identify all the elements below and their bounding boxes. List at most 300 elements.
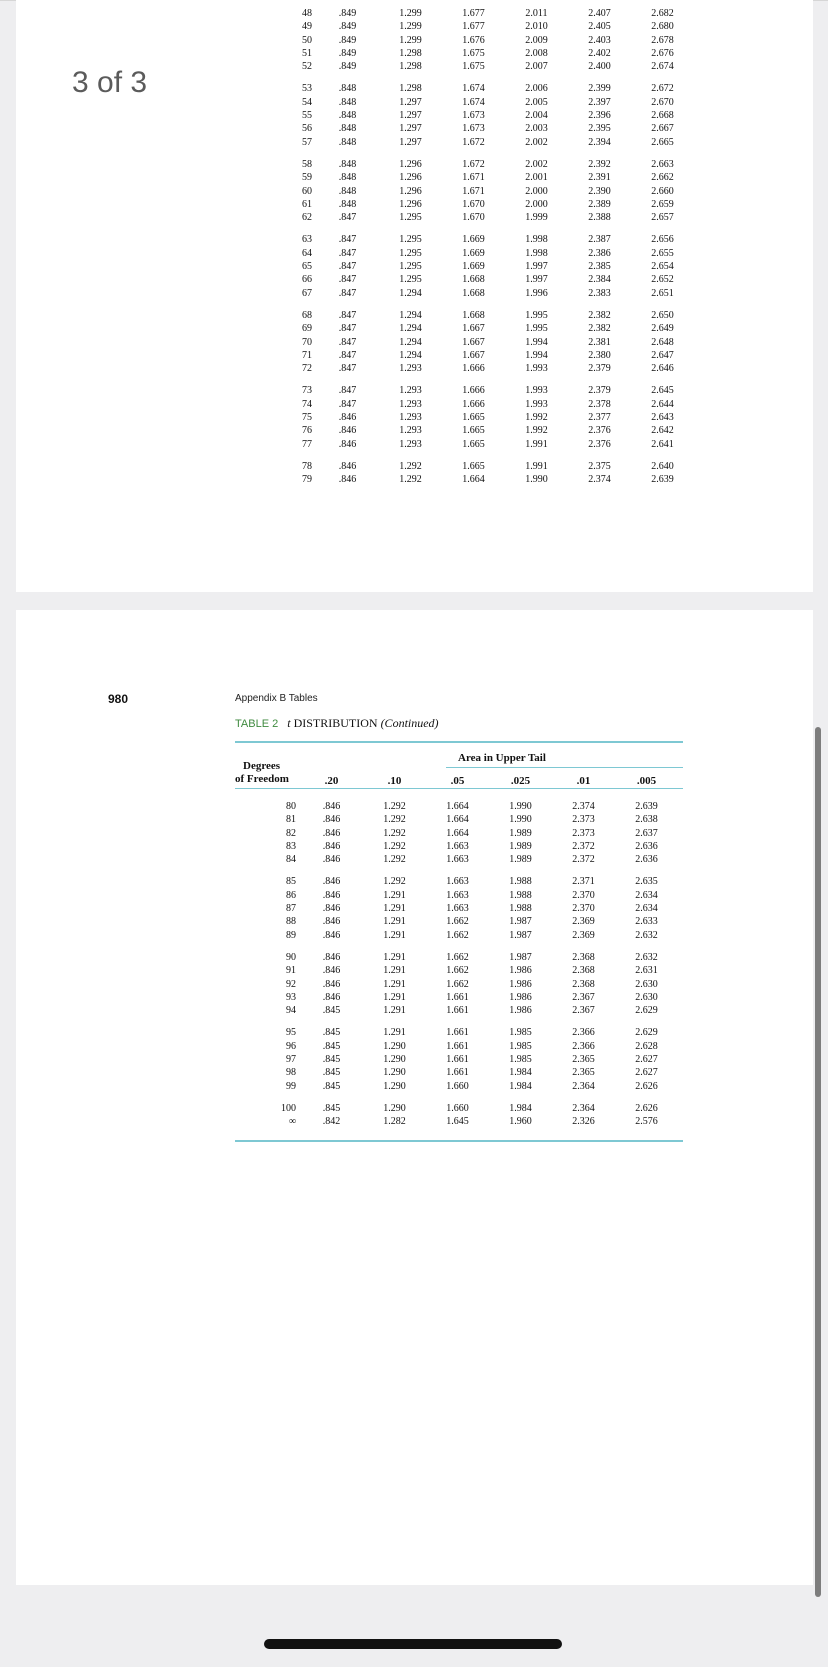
value-cell: 1.295 xyxy=(399,212,422,224)
value-cell: 1.669 xyxy=(462,261,485,273)
column-header: .025 xyxy=(510,775,531,787)
table-row xyxy=(266,411,694,424)
value-cell: .849 xyxy=(338,34,357,46)
value-cell: .847 xyxy=(338,309,357,321)
value-cell: 1.660 xyxy=(446,1080,469,1092)
value-cell: 1.295 xyxy=(399,234,422,246)
value-cell: 1.296 xyxy=(399,172,422,184)
value-cell: 2.403 xyxy=(588,34,611,46)
value-cell: 2.626 xyxy=(635,1080,658,1092)
value-cell: .846 xyxy=(322,903,341,915)
value-cell: 1.662 xyxy=(446,978,469,990)
table-row xyxy=(250,991,678,1004)
table-row xyxy=(250,840,678,853)
value-cell: .849 xyxy=(338,8,357,19)
table-row xyxy=(266,309,694,322)
df-cell: 80 xyxy=(286,801,296,812)
value-cell: 2.382 xyxy=(588,309,611,321)
df-cell: 97 xyxy=(286,1054,296,1066)
value-cell: 1.990 xyxy=(509,801,532,812)
table-row xyxy=(266,273,694,286)
value-cell: 2.390 xyxy=(588,185,611,197)
row-spacer xyxy=(266,300,694,309)
value-cell: .847 xyxy=(338,363,357,375)
value-cell: 1.292 xyxy=(383,801,406,812)
value-cell: 2.384 xyxy=(588,274,611,286)
table-row xyxy=(266,287,694,300)
df-cell: 66 xyxy=(302,274,312,286)
value-cell: 1.291 xyxy=(383,991,406,1003)
value-cell: 2.405 xyxy=(588,21,611,33)
table-row xyxy=(250,1080,678,1093)
value-cell: 2.006 xyxy=(525,83,548,95)
df-cell: 84 xyxy=(286,854,296,866)
value-cell: 1.663 xyxy=(446,854,469,866)
value-cell: .847 xyxy=(338,234,357,246)
row-spacer xyxy=(266,375,694,384)
value-cell: 2.395 xyxy=(588,123,611,135)
table-caption xyxy=(235,716,439,731)
value-cell: 1.993 xyxy=(525,398,548,410)
row-spacer xyxy=(266,73,694,82)
value-cell: 1.672 xyxy=(462,136,485,148)
value-cell: 2.634 xyxy=(635,889,658,901)
df-cell: 54 xyxy=(302,96,312,108)
value-cell: 1.291 xyxy=(383,889,406,901)
row-spacer xyxy=(250,1017,678,1026)
table-row xyxy=(250,902,678,915)
value-cell: 1.984 xyxy=(509,1080,532,1092)
value-cell: 1.663 xyxy=(446,876,469,888)
df-cell: 49 xyxy=(302,21,312,33)
value-cell: 2.365 xyxy=(572,1054,595,1066)
value-cell: 1.667 xyxy=(462,336,485,348)
value-cell: 2.643 xyxy=(651,412,674,424)
value-cell: .845 xyxy=(322,1040,341,1052)
table-top-rule xyxy=(235,741,683,743)
df-cell: 85 xyxy=(286,876,296,888)
table-row xyxy=(266,438,694,451)
value-cell: .846 xyxy=(322,965,341,977)
table-bottom-rule xyxy=(235,1140,683,1142)
value-cell: 1.291 xyxy=(383,1027,406,1039)
table-row xyxy=(266,424,694,437)
value-cell: 2.672 xyxy=(651,83,674,95)
value-cell: 1.299 xyxy=(399,34,422,46)
value-cell: .848 xyxy=(338,136,357,148)
value-cell: 2.639 xyxy=(635,801,658,812)
value-cell: 2.402 xyxy=(588,47,611,59)
value-cell: 1.645 xyxy=(446,1116,469,1128)
value-cell: 2.004 xyxy=(525,110,548,122)
value-cell: 2.645 xyxy=(651,385,674,397)
value-cell: 2.662 xyxy=(651,172,674,184)
table-row xyxy=(266,322,694,335)
value-cell: .847 xyxy=(338,261,357,273)
table-row xyxy=(250,1053,678,1066)
df-cell: 81 xyxy=(286,814,296,826)
value-cell: 1.297 xyxy=(399,110,422,122)
value-cell: 1.294 xyxy=(399,287,422,299)
value-cell: 1.292 xyxy=(399,460,422,472)
value-cell: 1.296 xyxy=(399,198,422,210)
df-cell: 77 xyxy=(302,438,312,450)
caption-title: DISTRIBUTION xyxy=(293,716,378,730)
value-cell: 2.387 xyxy=(588,234,611,246)
value-cell: .846 xyxy=(338,460,357,472)
value-cell: 1.677 xyxy=(462,21,485,33)
value-cell: 2.379 xyxy=(588,385,611,397)
table-row xyxy=(266,384,694,397)
value-cell: 2.372 xyxy=(572,854,595,866)
df-cell: 52 xyxy=(302,61,312,73)
value-cell: 2.655 xyxy=(651,247,674,259)
df-cell: 91 xyxy=(286,965,296,977)
value-cell: 2.002 xyxy=(525,136,548,148)
value-cell: 2.665 xyxy=(651,136,674,148)
value-cell: 2.631 xyxy=(635,965,658,977)
value-cell: 1.295 xyxy=(399,247,422,259)
value-cell: 1.669 xyxy=(462,247,485,259)
value-cell: 2.389 xyxy=(588,198,611,210)
value-cell: 2.367 xyxy=(572,1005,595,1017)
value-cell: .849 xyxy=(338,61,357,73)
table-row xyxy=(266,398,694,411)
value-cell: 2.654 xyxy=(651,261,674,273)
value-cell: .845 xyxy=(322,1027,341,1039)
value-cell: 1.292 xyxy=(383,840,406,852)
value-cell: 1.675 xyxy=(462,47,485,59)
value-cell: 1.677 xyxy=(462,8,485,19)
value-cell: 1.671 xyxy=(462,185,485,197)
value-cell: 1.291 xyxy=(383,929,406,941)
value-cell: 1.294 xyxy=(399,323,422,335)
value-cell: 2.370 xyxy=(572,889,595,901)
spanner-rule xyxy=(446,767,683,768)
value-cell: .847 xyxy=(338,247,357,259)
value-cell: 2.376 xyxy=(588,438,611,450)
value-cell: 2.381 xyxy=(588,336,611,348)
value-cell: 1.992 xyxy=(525,412,548,424)
t-table-lower xyxy=(250,800,678,1129)
value-cell: 1.295 xyxy=(399,274,422,286)
value-cell: .846 xyxy=(338,425,357,437)
value-cell: 1.671 xyxy=(462,172,485,184)
value-cell: 1.996 xyxy=(525,287,548,299)
df-cell: 67 xyxy=(302,287,312,299)
value-cell: .846 xyxy=(338,474,357,486)
df-cell: 94 xyxy=(286,1005,296,1017)
value-cell: 1.664 xyxy=(446,827,469,839)
value-cell: 2.656 xyxy=(651,234,674,246)
df-cell: 82 xyxy=(286,827,296,839)
value-cell: 2.368 xyxy=(572,978,595,990)
value-cell: .846 xyxy=(322,801,341,812)
value-cell: 1.673 xyxy=(462,123,485,135)
row-spacer xyxy=(266,451,694,460)
df-cell: 96 xyxy=(286,1040,296,1052)
value-cell: 2.637 xyxy=(635,827,658,839)
value-cell: 1.999 xyxy=(525,212,548,224)
df-cell: 78 xyxy=(302,460,312,472)
table-row xyxy=(266,185,694,198)
value-cell: .847 xyxy=(338,212,357,224)
df-cell: 88 xyxy=(286,916,296,928)
value-cell: 1.989 xyxy=(509,827,532,839)
value-cell: 2.650 xyxy=(651,309,674,321)
df-cell: 95 xyxy=(286,1027,296,1039)
df-cell: 74 xyxy=(302,398,312,410)
value-cell: 2.642 xyxy=(651,425,674,437)
value-cell: 2.630 xyxy=(635,978,658,990)
value-cell: 2.394 xyxy=(588,136,611,148)
value-cell: 2.370 xyxy=(572,903,595,915)
value-cell: 2.386 xyxy=(588,247,611,259)
df-cell: 56 xyxy=(302,123,312,135)
value-cell: 1.665 xyxy=(462,438,485,450)
df-cell: 73 xyxy=(302,385,312,397)
value-cell: 1.666 xyxy=(462,385,485,397)
table-row xyxy=(266,211,694,224)
value-cell: 2.663 xyxy=(651,158,674,170)
value-cell: 1.985 xyxy=(509,1040,532,1052)
table-row xyxy=(266,171,694,184)
value-cell: 1.290 xyxy=(383,1067,406,1079)
table-row xyxy=(250,875,678,888)
value-cell: 2.629 xyxy=(635,1005,658,1017)
value-cell: 1.991 xyxy=(525,438,548,450)
value-cell: 2.651 xyxy=(651,287,674,299)
value-cell: 2.399 xyxy=(588,83,611,95)
table-row xyxy=(250,827,678,840)
value-cell: 1.297 xyxy=(399,123,422,135)
df-cell: 70 xyxy=(302,336,312,348)
value-cell: .846 xyxy=(322,991,341,1003)
value-cell: 1.990 xyxy=(509,814,532,826)
df-cell: 90 xyxy=(286,951,296,963)
value-cell: 1.292 xyxy=(383,827,406,839)
home-indicator[interactable] xyxy=(264,1639,562,1649)
df-cell: 79 xyxy=(302,474,312,486)
value-cell: 1.296 xyxy=(399,185,422,197)
df-cell: 48 xyxy=(302,8,312,19)
df-label-line2: of Freedom xyxy=(235,773,289,785)
table-row xyxy=(250,1115,678,1128)
column-header: .10 xyxy=(387,775,402,787)
df-cell: 93 xyxy=(286,991,296,1003)
value-cell: .845 xyxy=(322,1080,341,1092)
df-cell: 71 xyxy=(302,349,312,361)
value-cell: .849 xyxy=(338,47,357,59)
value-cell: 1.990 xyxy=(525,474,548,486)
value-cell: 1.665 xyxy=(462,412,485,424)
df-cell: 75 xyxy=(302,412,312,424)
value-cell: .846 xyxy=(322,827,341,839)
value-cell: 2.674 xyxy=(651,61,674,73)
value-cell: 2.644 xyxy=(651,398,674,410)
value-cell: 2.375 xyxy=(588,460,611,472)
scrollbar[interactable] xyxy=(815,727,821,1597)
caption-t: t xyxy=(287,716,291,730)
value-cell: 1.292 xyxy=(383,876,406,888)
value-cell: 1.989 xyxy=(509,854,532,866)
table-row xyxy=(266,460,694,473)
df-cell: 83 xyxy=(286,840,296,852)
value-cell: 2.627 xyxy=(635,1067,658,1079)
table-row xyxy=(250,1066,678,1079)
caption-label: TABLE 2 xyxy=(235,718,279,730)
table-row xyxy=(266,158,694,171)
table-row xyxy=(250,964,678,977)
value-cell: 1.666 xyxy=(462,398,485,410)
value-cell: 1.661 xyxy=(446,1067,469,1079)
value-cell: 2.366 xyxy=(572,1027,595,1039)
value-cell: 1.663 xyxy=(446,840,469,852)
value-cell: .849 xyxy=(338,21,357,33)
value-cell: 2.641 xyxy=(651,438,674,450)
value-cell: 1.662 xyxy=(446,951,469,963)
table-row xyxy=(266,336,694,349)
value-cell: 1.293 xyxy=(399,438,422,450)
value-cell: 1.991 xyxy=(525,460,548,472)
value-cell: 1.299 xyxy=(399,8,422,19)
value-cell: 1.298 xyxy=(399,61,422,73)
value-cell: .848 xyxy=(338,96,357,108)
value-cell: 2.368 xyxy=(572,965,595,977)
value-cell: 1.662 xyxy=(446,929,469,941)
value-cell: 2.576 xyxy=(635,1116,658,1128)
value-cell: 2.003 xyxy=(525,123,548,135)
value-cell: 1.985 xyxy=(509,1027,532,1039)
value-cell: 1.295 xyxy=(399,261,422,273)
value-cell: 2.008 xyxy=(525,47,548,59)
value-cell: 1.294 xyxy=(399,336,422,348)
value-cell: 1.985 xyxy=(509,1054,532,1066)
value-cell: .848 xyxy=(338,110,357,122)
df-cell: 76 xyxy=(302,425,312,437)
value-cell: 1.667 xyxy=(462,323,485,335)
table-row xyxy=(250,889,678,902)
value-cell: 2.632 xyxy=(635,929,658,941)
value-cell: 2.668 xyxy=(651,110,674,122)
value-cell: 1.998 xyxy=(525,234,548,246)
value-cell: 2.382 xyxy=(588,323,611,335)
value-cell: 1.664 xyxy=(446,814,469,826)
value-cell: 2.383 xyxy=(588,287,611,299)
df-label-line1: Degrees xyxy=(243,760,281,772)
table-row xyxy=(266,362,694,375)
value-cell: 2.385 xyxy=(588,261,611,273)
table-row xyxy=(266,60,694,73)
value-cell: .845 xyxy=(322,1102,341,1114)
value-cell: 1.674 xyxy=(462,83,485,95)
table-row xyxy=(266,122,694,135)
value-cell: 1.661 xyxy=(446,991,469,1003)
table-row xyxy=(266,47,694,60)
value-cell: .847 xyxy=(338,274,357,286)
value-cell: 2.629 xyxy=(635,1027,658,1039)
value-cell: 1.297 xyxy=(399,96,422,108)
df-cell: 99 xyxy=(286,1080,296,1092)
value-cell: 1.290 xyxy=(383,1040,406,1052)
value-cell: 1.662 xyxy=(446,965,469,977)
value-cell: .846 xyxy=(322,854,341,866)
value-cell: 1.296 xyxy=(399,158,422,170)
df-cell: 98 xyxy=(286,1067,296,1079)
value-cell: 2.648 xyxy=(651,336,674,348)
table-row xyxy=(266,34,694,47)
df-cell: 58 xyxy=(302,158,312,170)
value-cell: 1.661 xyxy=(446,1005,469,1017)
value-cell: .845 xyxy=(322,1005,341,1017)
value-cell: 2.379 xyxy=(588,363,611,375)
value-cell: 2.627 xyxy=(635,1054,658,1066)
value-cell: 1.995 xyxy=(525,309,548,321)
table-row xyxy=(266,260,694,273)
value-cell: 2.667 xyxy=(651,123,674,135)
table-row xyxy=(250,1102,678,1115)
value-cell: 2.649 xyxy=(651,323,674,335)
value-cell: 2.678 xyxy=(651,34,674,46)
table-row xyxy=(250,929,678,942)
df-cell: 55 xyxy=(302,110,312,122)
df-cell: 86 xyxy=(286,889,296,901)
value-cell: 1.668 xyxy=(462,287,485,299)
table-row xyxy=(250,800,678,813)
value-cell: 2.634 xyxy=(635,903,658,915)
value-cell: 1.670 xyxy=(462,212,485,224)
df-cell: 60 xyxy=(302,185,312,197)
table-row xyxy=(266,82,694,95)
value-cell: 2.367 xyxy=(572,991,595,1003)
value-cell: .845 xyxy=(322,1054,341,1066)
table-row xyxy=(266,109,694,122)
value-cell: 2.639 xyxy=(651,474,674,486)
value-cell: .847 xyxy=(338,336,357,348)
value-cell: 2.680 xyxy=(651,21,674,33)
value-cell: 1.664 xyxy=(462,474,485,486)
column-header: .20 xyxy=(324,775,339,787)
df-cell: 72 xyxy=(302,363,312,375)
value-cell: 1.988 xyxy=(509,876,532,888)
value-cell: 1.291 xyxy=(383,903,406,915)
value-cell: .846 xyxy=(322,876,341,888)
value-cell: 1.293 xyxy=(399,412,422,424)
df-cell: 57 xyxy=(302,136,312,148)
value-cell: 2.633 xyxy=(635,916,658,928)
value-cell: 2.001 xyxy=(525,172,548,184)
value-cell: 2.005 xyxy=(525,96,548,108)
value-cell: 1.669 xyxy=(462,234,485,246)
table-row xyxy=(250,1040,678,1053)
value-cell: 2.373 xyxy=(572,814,595,826)
value-cell: 1.994 xyxy=(525,336,548,348)
value-cell: 1.664 xyxy=(446,801,469,812)
table-row xyxy=(266,473,694,486)
value-cell: 2.369 xyxy=(572,929,595,941)
value-cell: 2.636 xyxy=(635,840,658,852)
value-cell: 2.391 xyxy=(588,172,611,184)
value-cell: 2.646 xyxy=(651,363,674,375)
value-cell: 1.293 xyxy=(399,363,422,375)
table-row xyxy=(266,7,694,20)
value-cell: 2.376 xyxy=(588,425,611,437)
value-cell: 1.293 xyxy=(399,425,422,437)
value-cell: 2.326 xyxy=(572,1116,595,1128)
value-cell: 1.984 xyxy=(509,1102,532,1114)
df-cell: 87 xyxy=(286,903,296,915)
row-spacer xyxy=(266,149,694,158)
